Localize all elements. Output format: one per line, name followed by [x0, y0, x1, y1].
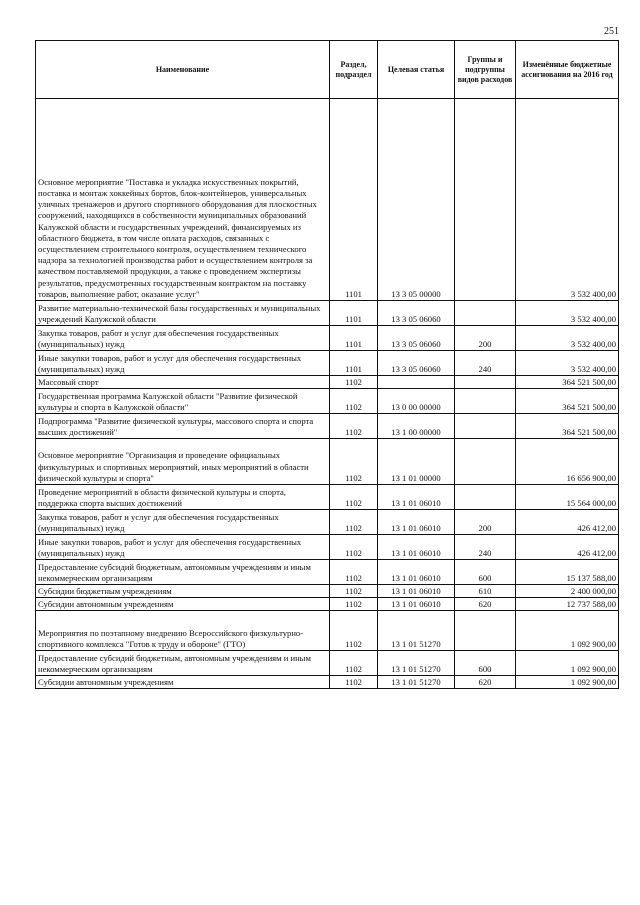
row-name: Субсидии автономным учреждениям [36, 676, 330, 689]
row-group [455, 301, 516, 326]
row-name: Проведение мероприятий в области физической культуры и спорта, поддержка спорта высших достижений [36, 485, 330, 510]
row-group: 200 [455, 510, 516, 535]
row-target: 13 1 01 06010 [378, 598, 455, 611]
table-row [36, 611, 619, 651]
row-section: 1101 [330, 326, 378, 351]
row-group: 240 [455, 535, 516, 560]
row-section: 1102 [330, 598, 378, 611]
row-amount: 2 400 000,00 [516, 585, 619, 598]
row-target: 13 1 01 51270 [378, 676, 455, 689]
row-section: 1101 [330, 301, 378, 326]
row-amount: 1 092 900,00 [516, 676, 619, 689]
row-target: 13 1 01 06010 [378, 535, 455, 560]
row-group [455, 389, 516, 414]
row-section: 1102 [330, 376, 378, 389]
header-section: Раздел, подраздел [330, 41, 378, 99]
row-name: Основное мероприятие "Поставка и укладка искусственных покрытий, поставка и монтаж хоккейных бортов, блок-контейнеров, универсальных уличных тренажеров и другого спортивного оборудования для плоскостных сооружений, находящихся в собственности муниципальных образований Калужской области и государственных учреждений, финансируемых из областного бюджета, в том числе оплата расходов, связанных с осуществлением строительного контроля, осуществлением технического надзора за технологией производства работ и осуществлением контроля за качеством поставляемой продукции, а также с проведением экспертизы результатов, предусмотренных государственным контрактом на поставку товаров, выполнение работ, оказание услуг" [36, 99, 330, 301]
table-body [36, 99, 619, 689]
row-amount: 364 521 500,00 [516, 414, 619, 439]
table-row [36, 326, 619, 351]
row-target: 13 1 01 06010 [378, 560, 455, 585]
row-name: Подпрограмма "Развитие физической культуры, массового спорта и спорта высших достижений" [36, 414, 330, 439]
table-row [36, 598, 619, 611]
row-amount: 364 521 500,00 [516, 389, 619, 414]
row-section: 1102 [330, 485, 378, 510]
row-section: 1101 [330, 351, 378, 376]
row-name: Закупка товаров, работ и услуг для обеспечения государственных (муниципальных) нужд [36, 326, 330, 351]
header-name: Наименование [36, 41, 330, 99]
row-section: 1102 [330, 414, 378, 439]
row-group [455, 485, 516, 510]
table-row [36, 389, 619, 414]
row-name: Субсидии бюджетным учреждениям [36, 585, 330, 598]
row-amount: 15 564 000,00 [516, 485, 619, 510]
row-target [378, 376, 455, 389]
row-group: 600 [455, 651, 516, 676]
row-group [455, 414, 516, 439]
row-amount: 3 532 400,00 [516, 99, 619, 301]
row-target: 13 1 01 06010 [378, 585, 455, 598]
row-name: Основное мероприятие "Организация и проведение официальных физкультурных и спортивных мероприятий, иных мероприятий в области физической культуры и спорта" [36, 439, 330, 485]
row-group: 240 [455, 351, 516, 376]
row-target: 13 3 05 06060 [378, 351, 455, 376]
row-name: Предоставление субсидий бюджетным, автономным учреждениям и иным некоммерческим организациям [36, 560, 330, 585]
row-group: 620 [455, 598, 516, 611]
table-row [36, 651, 619, 676]
table-header-row [36, 41, 619, 99]
row-section: 1102 [330, 510, 378, 535]
page-number: 251 [604, 26, 619, 37]
row-target: 13 1 01 51270 [378, 611, 455, 651]
row-amount: 3 532 400,00 [516, 326, 619, 351]
table-row [36, 301, 619, 326]
row-target: 13 1 01 06010 [378, 485, 455, 510]
row-target: 13 1 01 51270 [378, 651, 455, 676]
row-name: Иные закупки товаров, работ и услуг для обеспечения государственных (муниципальных) нужд [36, 535, 330, 560]
row-amount: 426 412,00 [516, 535, 619, 560]
row-name: Государственная программа Калужской области "Развитие физической культуры и спорта в Калужской области" [36, 389, 330, 414]
row-name: Развитие материально-технической базы государственных и муниципальных учреждений Калужской области [36, 301, 330, 326]
header-group: Группы и подгруппы видов расходов [455, 41, 516, 99]
row-group: 200 [455, 326, 516, 351]
row-group: 610 [455, 585, 516, 598]
row-section: 1102 [330, 439, 378, 485]
row-section: 1102 [330, 651, 378, 676]
row-amount: 3 532 400,00 [516, 351, 619, 376]
table-row [36, 351, 619, 376]
row-amount: 16 656 900,00 [516, 439, 619, 485]
row-amount: 15 137 588,00 [516, 560, 619, 585]
row-section: 1102 [330, 560, 378, 585]
table-row [36, 585, 619, 598]
table-row [36, 99, 619, 301]
row-target: 13 1 01 06010 [378, 510, 455, 535]
header-target: Целевая статья [378, 41, 455, 99]
row-section: 1102 [330, 611, 378, 651]
row-name: Мероприятия по поэтапному внедрению Всероссийского физкультурно-спортивного комплекса "Готов к труду и обороне" (ГТО) [36, 611, 330, 651]
budget-table [35, 40, 619, 689]
row-amount: 426 412,00 [516, 510, 619, 535]
row-group [455, 376, 516, 389]
table-row [36, 535, 619, 560]
row-target: 13 3 05 06060 [378, 326, 455, 351]
row-section: 1102 [330, 676, 378, 689]
row-group [455, 99, 516, 301]
row-group [455, 439, 516, 485]
row-target: 13 3 05 06060 [378, 301, 455, 326]
table-row [36, 414, 619, 439]
row-amount: 1 092 900,00 [516, 611, 619, 651]
table-row [36, 439, 619, 485]
row-target: 13 1 00 00000 [378, 414, 455, 439]
row-group: 620 [455, 676, 516, 689]
row-name: Массовый спорт [36, 376, 330, 389]
table-row [36, 510, 619, 535]
row-section: 1102 [330, 585, 378, 598]
table-row [36, 676, 619, 689]
row-name: Закупка товаров, работ и услуг для обеспечения государственных (муниципальных) нужд [36, 510, 330, 535]
row-group [455, 611, 516, 651]
row-group: 600 [455, 560, 516, 585]
row-amount: 12 737 588,00 [516, 598, 619, 611]
row-target: 13 0 00 00000 [378, 389, 455, 414]
row-amount: 364 521 500,00 [516, 376, 619, 389]
row-target: 13 3 05 00000 [378, 99, 455, 301]
row-amount: 3 532 400,00 [516, 301, 619, 326]
table-row [36, 560, 619, 585]
header-amount: Изменённые бюджетные ассигнования на 2016 год [516, 41, 619, 99]
row-name: Предоставление субсидий бюджетным, автономным учреждениям и иным некоммерческим организациям [36, 651, 330, 676]
row-target: 13 1 01 00000 [378, 439, 455, 485]
table-row [36, 485, 619, 510]
row-section: 1102 [330, 535, 378, 560]
row-name: Субсидии автономным учреждениям [36, 598, 330, 611]
row-section: 1102 [330, 389, 378, 414]
row-name: Иные закупки товаров, работ и услуг для обеспечения государственных (муниципальных) нужд [36, 351, 330, 376]
table-row [36, 376, 619, 389]
row-amount: 1 092 900,00 [516, 651, 619, 676]
row-section: 1101 [330, 99, 378, 301]
